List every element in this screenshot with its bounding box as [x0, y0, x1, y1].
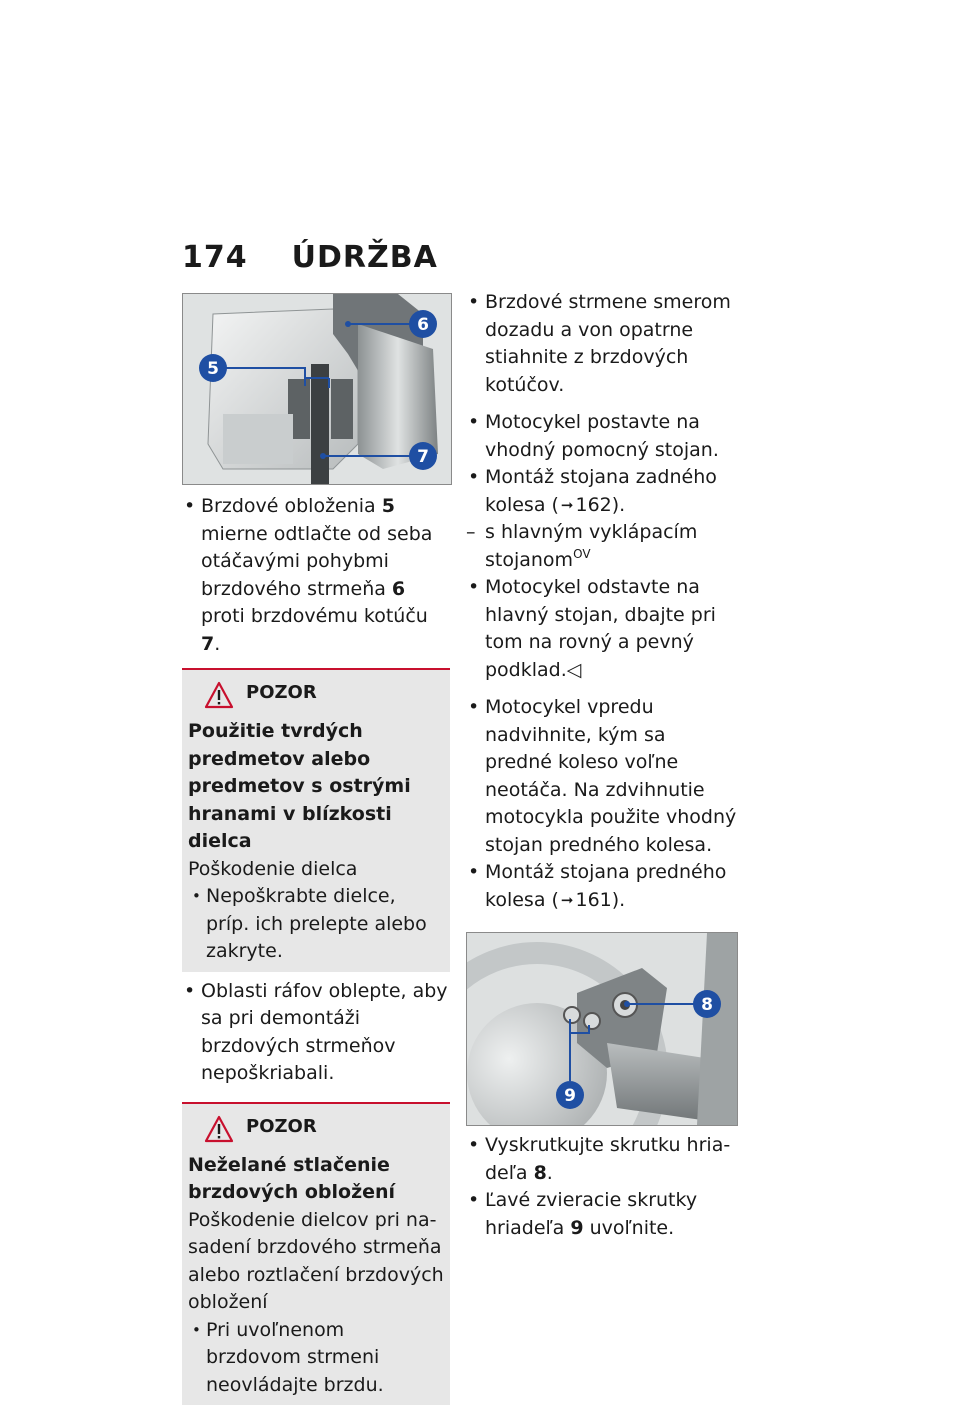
callout-7-label: 7: [417, 447, 429, 467]
warning-cause: Poškodenie dielcov pri nasadení brzdového strmeňa alebo roztlačení brzdových obložení: [188, 1207, 444, 1317]
warning-triangle-icon: [204, 681, 234, 709]
warning-box-pad-compression: [182, 1102, 450, 1405]
section-end-icon: ◁: [567, 659, 582, 681]
page-number: 174: [182, 240, 248, 275]
callout-6-label: 6: [417, 315, 429, 335]
step-front-stand: • Montáž stojana predného kolesa ( ➞ 161).: [466, 859, 738, 914]
step-main-stand: • Motocykel odstavte na hlavný stojan, dbajte pri tom na rovný a pevný podklad.◁: [466, 574, 738, 684]
warning-label: POZOR: [246, 679, 317, 707]
warning-action: • Nepoškrabte dielce, príp. ich prelepte alebo zakryte.: [188, 883, 444, 966]
page-reference-arrow-icon: ➞: [561, 492, 574, 520]
warning-header: [204, 1114, 444, 1144]
left-column: [182, 293, 450, 1405]
front-axle-illustration: [467, 933, 737, 1125]
variant-main-stand: – s hlavným vyklápacím stojanom$^{OV}$: [466, 519, 738, 574]
warning-triangle-icon: [204, 1115, 234, 1143]
warning-box-sharp-objects: [182, 668, 450, 972]
step-tape-rims: • Oblasti ráfov oblepte, aby sa pri demontáži brzdových strmeňov nepoškriabali.: [182, 978, 450, 1088]
page-header: [182, 240, 438, 280]
step-unscrew-axle: • Vyskrutkujte skrutku hriadeľa 8.: [466, 1132, 738, 1187]
brake-caliper-figure: [182, 293, 452, 485]
warning-title: Neželané stlačenie brzdových obložení: [188, 1152, 444, 1207]
step-press-pads: • Brzdové obloženia 5 mierne odtlačte od seba otáčavými pohybmi brzdového strmeňa 6 proti brzdovému kotúču 7.: [182, 493, 450, 658]
step-rear-stand: • Montáž stojana zadného kolesa ( ➞ 162).: [466, 464, 738, 519]
warning-title: Použitie tvrdých predmetov alebo predmetov s ostrými hranami v blízkosti dielca: [188, 718, 444, 856]
step-auxiliary-stand: • Motocykel postavte na vhodný pomocný stojan.: [466, 409, 738, 464]
warning-cause: Poškodenie dielca: [188, 856, 444, 884]
warning-header: [204, 680, 444, 710]
callout-5-label: 5: [207, 359, 219, 379]
warning-label: POZOR: [246, 1113, 317, 1141]
callout-9-label: 9: [564, 1086, 576, 1106]
front-axle-figure: [466, 932, 738, 1126]
option-badge: OV: [573, 547, 590, 561]
brake-caliper-illustration: [183, 294, 451, 484]
warning-action: • Pri uvoľnenom brzdovom strmeni neovládajte brzdu.: [188, 1317, 444, 1400]
page-reference-arrow-icon: ➞: [561, 887, 574, 915]
page-title: ÚDRŽBA: [292, 240, 438, 275]
step-lift-front: • Motocykel vpredu nadvihnite, kým sa predné koleso voľne neotáča. Na zdvihnutie motocykla použite vhodný stojan predného kolesa.: [466, 694, 738, 859]
step-remove-calipers: • Brzdové strmene smerom dozadu a von opatrne stiahnite z brzdových kotúčov.: [466, 289, 738, 399]
right-column: [466, 293, 738, 1242]
step-loosen-clamps: • Ľavé zvieracie skrutky hriadeľa 9 uvoľnite.: [466, 1187, 738, 1242]
callout-8-label: 8: [701, 995, 713, 1015]
